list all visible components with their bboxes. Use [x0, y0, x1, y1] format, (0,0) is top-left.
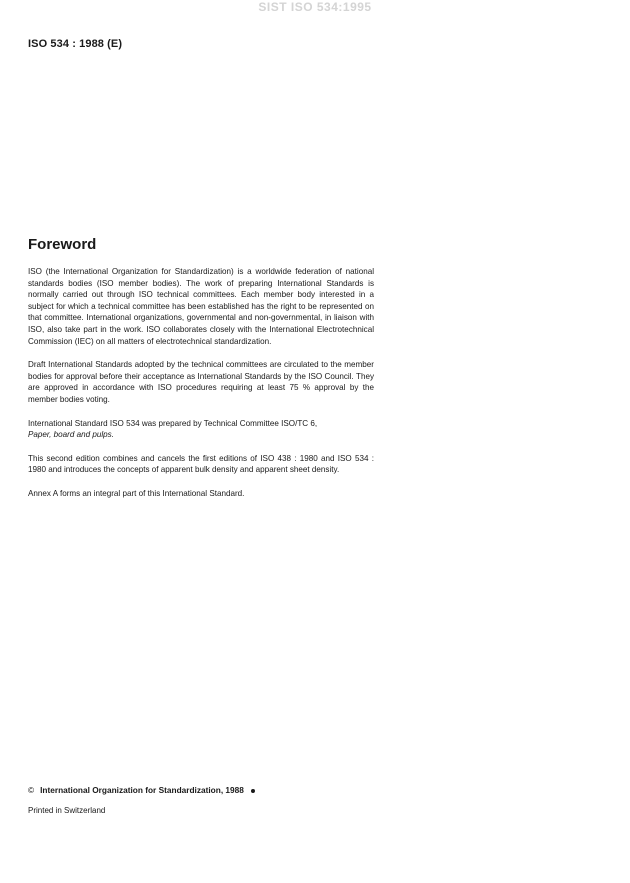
paragraph-annex: Annex A forms an integral part of this International Standard.	[28, 488, 245, 498]
foreword-body	[28, 266, 374, 512]
foreword-heading: Foreword	[28, 236, 97, 253]
bullet-dot-icon	[251, 789, 255, 793]
paragraph-prepared-by	[28, 418, 374, 441]
document-id: ISO 534 : 1988 (E)	[28, 38, 123, 50]
paragraph-second-edition: This second edition combines and cancels the first editions of ISO 438 : 1980 and ISO 534 : 1980 and introduces the concepts of apparent bulk density and apparent sheet density.	[28, 453, 374, 475]
copyright-text: International Organization for Standardization, 1988	[40, 785, 244, 795]
copyright-notice	[28, 785, 255, 795]
copyright-icon: ©	[28, 785, 35, 795]
printed-location: Printed in Switzerland	[28, 806, 106, 815]
committee-title: Paper, board and pulps.	[28, 430, 114, 440]
paragraph-draft-standards: Draft International Standards adopted by the technical committees are circulated to the member bodies for approval before their acceptance as International Standards by the ISO Council. They are approved in accordance with ISO procedures requiring at least 75 % approval by the member bodies voting.	[28, 360, 374, 404]
paragraph-iso-intro: ISO (the International Organization for Standardization) is a worldwide federation of national standards bodies (ISO member bodies). The work of preparing International Standards is normally carried out through ISO technical committees. Each member body interested in a subject for which a technical committee has been established has the right to be represented on that committee. International organizations, governmental and non-governmental, in liaison with ISO, also take part in the work. ISO collaborates closely with the International Electrotechnical Commission (IEC) on all matters of electrotechnical standardization.	[28, 267, 374, 346]
watermark: SIST ISO 534:1995	[258, 0, 372, 14]
prepared-by-text: International Standard ISO 534 was prepared by Technical Committee ISO/TC 6,	[28, 418, 318, 428]
